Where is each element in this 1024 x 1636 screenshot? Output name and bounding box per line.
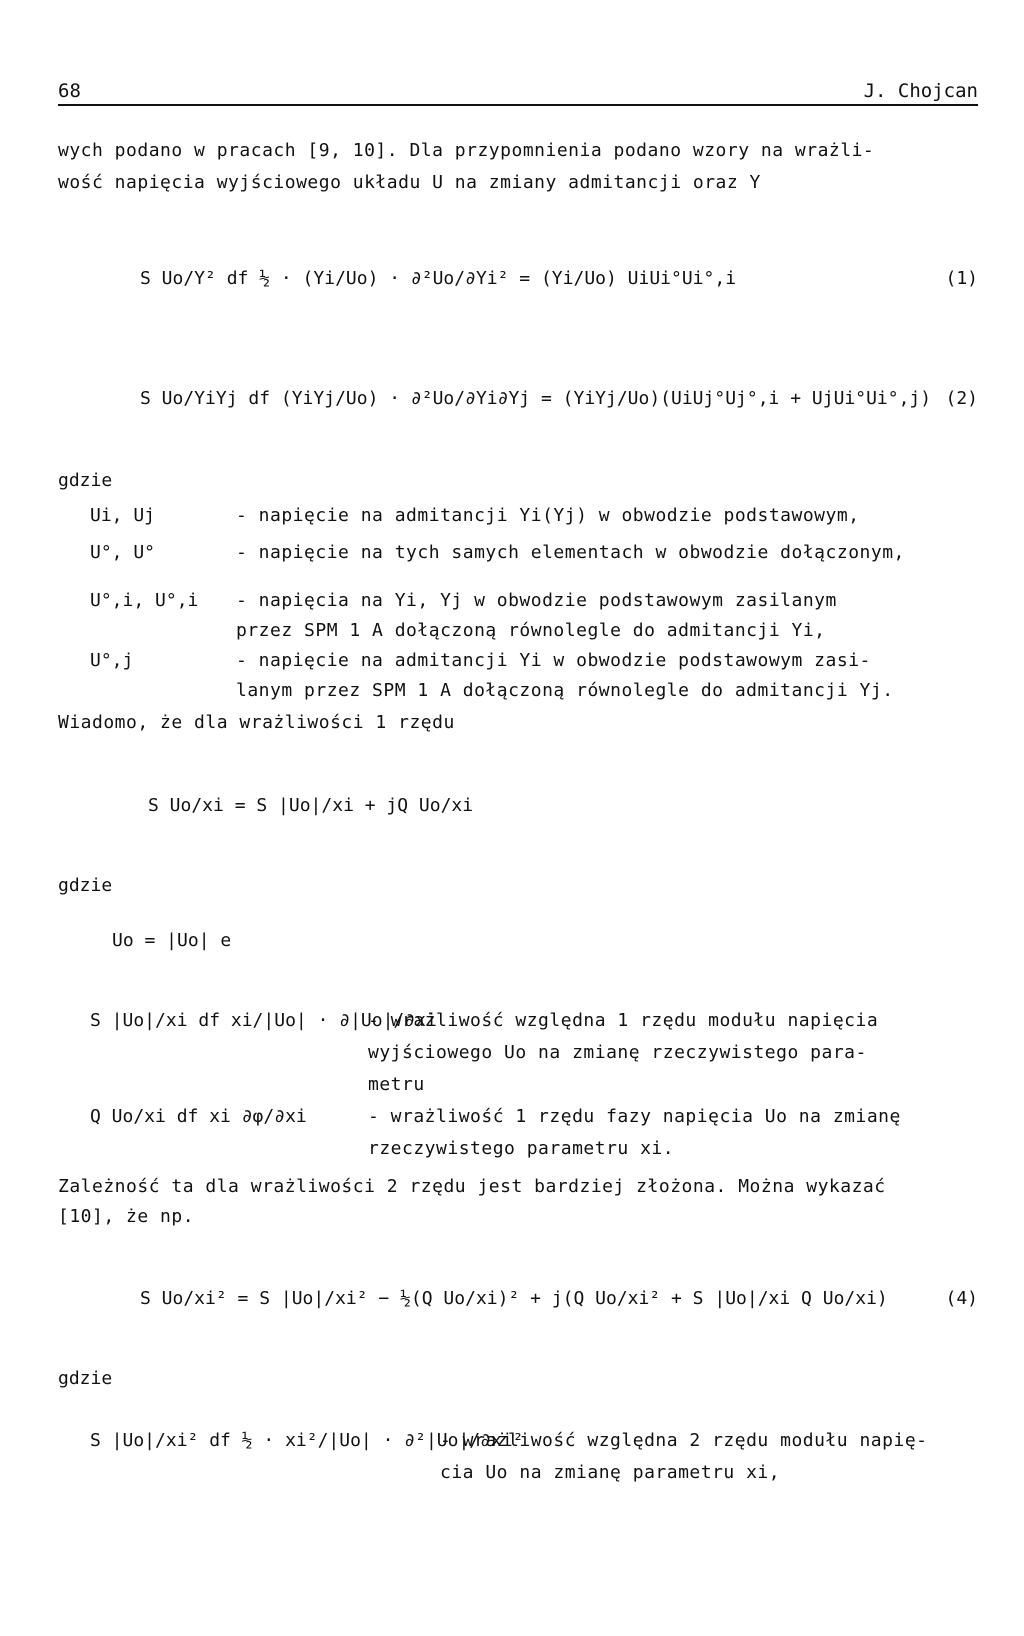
def2-desc-2: metru (368, 1074, 425, 1095)
def1-symbol-2: U°,i, U°,i (90, 590, 199, 611)
def2-desc-1: wyjściowego Uo na zmianę rzeczywistego para- (368, 1042, 867, 1063)
def1-symbol-1: U°, U° (90, 542, 156, 563)
equation-4: S Uo/xi² = S |Uo|/xi² − ½(Q Uo/xi)² + j(Q Uo/xi² + S |Uo|/xi Q Uo/xi) (140, 1288, 888, 1309)
def1-desc-4: - napięcie na admitancji Yi w obwodzie podstawowym zasi- (236, 650, 871, 671)
wiadomo-line: Wiadomo, że dla wrażliwości 1 rzędu (58, 712, 455, 733)
equation-1-number: (1) (945, 268, 978, 289)
def3-symbol-0: S |Uo|/xi² df ½ · xi²/|Uo| · ∂²|Uo|/∂xi² (90, 1430, 524, 1451)
def2-desc-3: - wrażliwość 1 rzędu fazy napięcia Uo na zmianę (368, 1106, 901, 1127)
def3-desc-0: - wrażliwość względna 2 rzędu modułu napię- (440, 1430, 928, 1451)
intro-line-2: wość napięcia wyjściowego układu U na zmiany admitancji oraz Y (58, 172, 761, 193)
def1-desc-2: - napięcia na Yi, Yj w obwodzie podstawowym zasilanym (236, 590, 837, 611)
equation-3: S Uo/xi = S |Uo|/xi + jQ Uo/xi (148, 795, 474, 816)
def1-symbol-0: Ui, Uj (90, 505, 156, 526)
def2-desc-4: rzeczywistego parametru xi. (368, 1138, 675, 1159)
equation-1: S Uo/Y² df ½ · (Yi/Uo) · ∂²Uo/∂Yi² = (Yi/Uo) UiUi°Ui°,i (140, 268, 737, 289)
running-author: J. Chojcan (863, 80, 978, 102)
def1-desc-1: - napięcie na tych samych elementach w obwodzie dołączonym, (236, 542, 905, 563)
def1-desc-0: - napięcie na admitancji Yi(Yj) w obwodzie podstawowym, (236, 505, 860, 526)
gdzie-label-3: gdzie (58, 1368, 113, 1389)
zaleznosc-line-2: [10], że np. (58, 1206, 195, 1227)
equation-2-number: (2) (945, 388, 978, 409)
def1-desc-3: przez SPM 1 A dołączoną równolegle do admitancji Yi, (236, 620, 826, 641)
def1-symbol-4: U°,j (90, 650, 134, 671)
equation-3b: Uo = |Uo| e (112, 930, 232, 951)
def1-desc-5: lanym przez SPM 1 A dołączoną równolegle do admitancji Yj. (236, 680, 894, 701)
gdzie-label-1: gdzie (58, 470, 113, 491)
equation-4-number: (4) (945, 1288, 978, 1309)
def2-symbol-0: S |Uo|/xi df xi/|Uo| · ∂|Uo|/∂xi (90, 1010, 437, 1031)
equation-2: S Uo/YiYj df (YiYj/Uo) · ∂²Uo/∂Yi∂Yj = (YiYj/Uo)(UiUj°Uj°,i + UjUi°Ui°,j) (140, 388, 932, 409)
page-number: 68 (58, 80, 81, 102)
def2-symbol-3: Q Uo/xi df xi ∂φ/∂xi (90, 1106, 307, 1127)
def2-desc-0: - wrażliwość względna 1 rzędu modułu napięcia (368, 1010, 879, 1031)
gdzie-label-2: gdzie (58, 875, 113, 896)
zaleznosc-line-1: Zależność ta dla wrażliwości 2 rzędu jest bardziej złożona. Można wykazać (58, 1176, 886, 1197)
def3-desc-1: cia Uo na zmianę parametru xi, (440, 1462, 781, 1483)
intro-line-1: wych podano w pracach [9, 10]. Dla przypomnienia podano wzory na wrażli- (58, 140, 875, 161)
page-header (58, 80, 978, 106)
